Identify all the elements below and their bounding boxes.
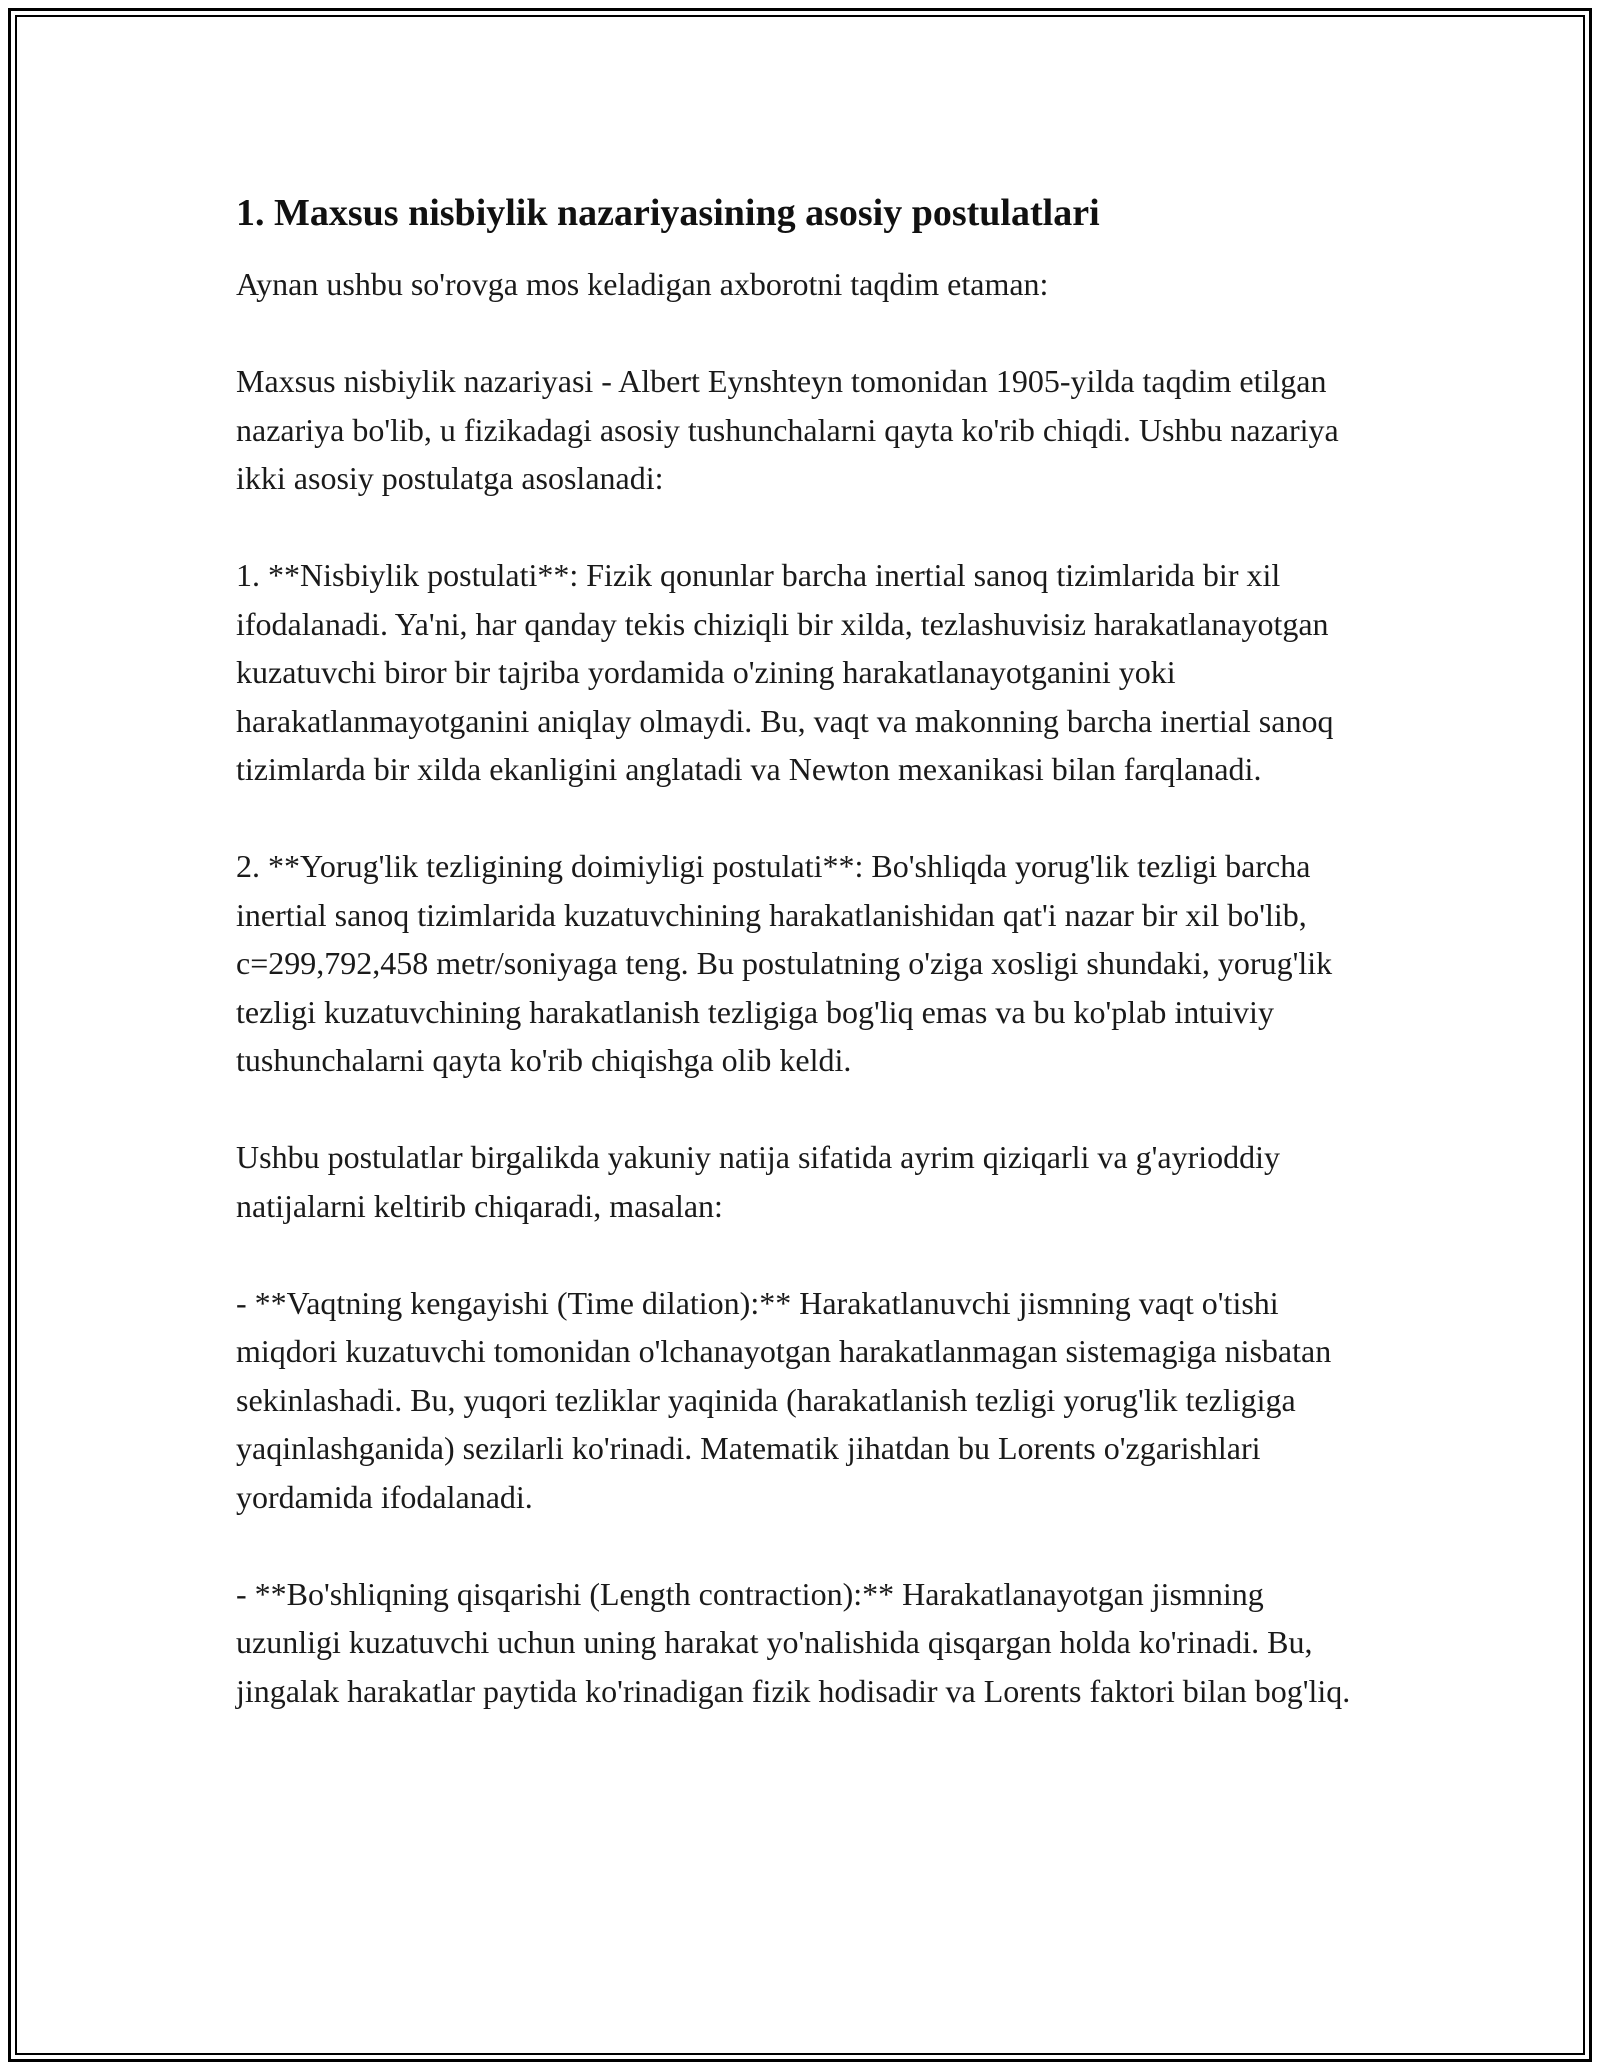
light-speed-postulate-paragraph: 2. **Yorug'lik tezligining doimiyligi postulati**: Bo'shliqda yorug'lik tezligi barcha inertial sanoq tizimlarida kuzatuvchining harakatlanishidan qat'i nazar bir xil bo'lib, c=299,792,458 metr/soniyaga teng. Bu postulatning o'ziga xosligi shundaki, yorug'lik tezligi kuzatuvchining harakatlanish tezligiga bog'liq emas va bu ko'plab intuiviy tushunchalarni qayta ko'rib chiqishga olib keldi.	[236, 848, 1333, 1078]
consequences-intro-paragraph: Ushbu postulatlar birgalikda yakuniy natija sifatida ayrim qiziqarli va g'ayrioddiy natijalarni keltirib chiqaradi, masalan:	[236, 1139, 1281, 1224]
time-dilation-paragraph: - **Vaqtning kengayishi (Time dilation):** Harakatlanuvchi jismning vaqt o'tishi miqdori kuzatuvchi tomonidan o'lchanayotgan harakatlanmagan sistemagiga nisbatan sekinlashadi. Bu, yuqori tezliklar yaqinida (harakatlanish tezligi yorug'lik tezligiga yaqinlashganida) sezilarli ko'rinadi. Matematik jihatdan bu Lorents o'zgarishlari yordamida ifodalanadi.	[236, 1284, 1332, 1515]
document-body	[236, 186, 1366, 1715]
length-contraction-paragraph: - **Bo'shliqning qisqarishi (Length contraction):** Harakatlanayotgan jismning uzunligi kuzatuvchi uchun uning harakat yo'nalishida qisqargan holda ko'rinadi. Bu, jingalak harakatlar paytida ko'rinadigan fizik hodisadir va Lorents faktori bilan bog'liq.	[236, 1575, 1351, 1709]
intro-paragraph: Aynan ushbu so'rovga mos keladigan axborotni taqdim etaman:	[236, 266, 1049, 302]
theory-overview-paragraph: Maxsus nisbiylik nazariyasi - Albert Eynshteyn tomonidan 1905-yilda taqdim etilgan nazariya bo'lib, u fizikadagi asosiy tushunchalarni qayta ko'rib chiqdi. Ushbu nazariya ikki asosiy postulatga asoslanadi:	[236, 363, 1339, 496]
document-title: 1. Maxsus nisbiylik nazariyasining asosiy postulatlari	[236, 192, 1100, 234]
relativity-postulate-paragraph: 1. **Nisbiylik postulati**: Fizik qonunlar barcha inertial sanoq tizimlarida bir xil ifodalanadi. Ya'ni, har qanday tekis chiziqli bir xilda, tezlashuvisiz harakatlanayotgan kuzatuvchi biror bir tajriba yordamida o'zining harakatlanayotganini yoki harakatlanmayotganini aniqlay olmaydi. Bu, vaqt va makonning barcha inertial sanoq tizimlarda bir xilda ekanligini anglatadi va Newton mexanikasi bilan farqlanadi.	[236, 557, 1334, 787]
